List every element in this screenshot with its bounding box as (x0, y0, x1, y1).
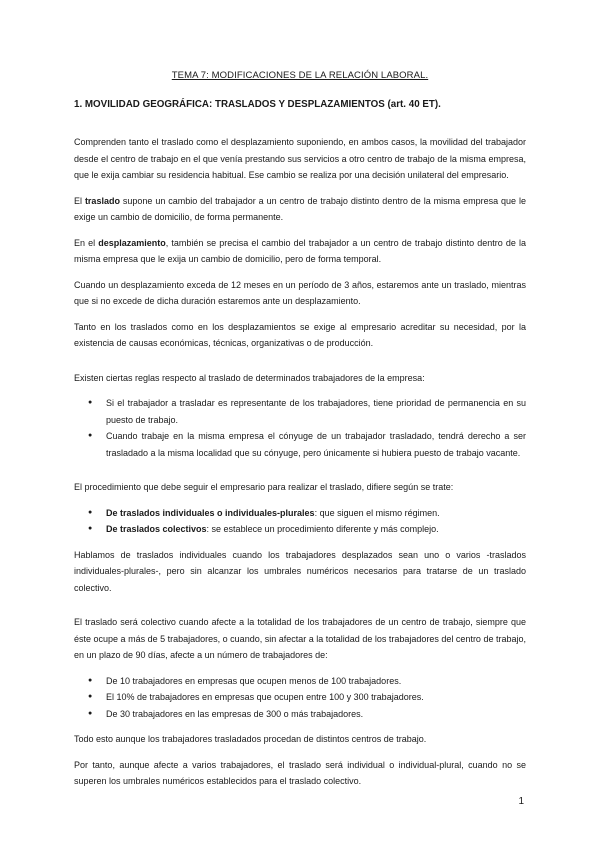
paragraph-procedure-intro: El procedimiento que debe seguir el empresario para realizar el traslado, difiere según se trate: (74, 482, 454, 492)
list-item-text: : se establece un procedimiento diferente y más complejo. (206, 524, 439, 534)
list-item-text: : que siguen el mismo régimen. (314, 507, 440, 518)
text-segment: supone un cambio del trabajador a un centro de trabajo distinto dentro de la misma empresa que le exige un cambio de domicilio, de forma permanente. (74, 195, 526, 222)
paragraph-traslado (74, 193, 526, 226)
paragraph-rules-intro: Existen ciertas reglas respecto al traslado de determinados trabajadores de la empresa: (74, 372, 425, 383)
rules-list (74, 395, 526, 461)
paragraph-different-centers: Todo esto aunque los trabajadores trasladados procedan de distintos centros de trabajo. (74, 734, 427, 744)
paragraph-desplazamiento (74, 235, 526, 268)
section-heading: 1. MOVILIDAD GEOGRÁFICA: TRASLADOS Y DESPLAZAMIENTOS (art. 40 ET). (74, 99, 441, 110)
list-item (74, 505, 526, 522)
paragraph-conclusion: Por tanto, aunque afecte a varios trabajadores, el traslado será individual o individual-plural, cuando no se superen los umbrales numéricos establecidos para el traslado colectivo. (74, 759, 526, 786)
page-number: 1 (518, 796, 524, 807)
list-item: ● Si el trabajador a trasladar es representante de los trabajadores, tiene prioridad de permanencia en su puesto de trabajo. (74, 395, 526, 428)
procedure-list (74, 505, 526, 538)
text-segment: , también se precisa el cambio del trabajador a un centro de trabajo distinto dentro de la misma empresa que le exija un cambio de domicilio, pero de forma temporal. (74, 237, 526, 264)
document-title: TEMA 7: MODIFICACIONES DE LA RELACIÓN LABORAL. (171, 70, 429, 81)
paragraph-necessity: Tanto en los traslados como en los desplazamientos se exige al empresario acreditar su necesidad, por la existencia de causas económicas, técnicas, organizativas o de producción. (74, 321, 526, 348)
text-segment: En el (74, 237, 99, 248)
list-item: ● El 10% de trabajadores en empresas que ocupen entre 100 y 300 trabajadores. (74, 689, 526, 706)
paragraph-intro: Comprenden tanto el traslado como el desplazamiento suponiendo, en ambos casos, la movilidad del trabajador desde el centro de trabajo en el que venía prestando sus servicios a otro centro de trabajo de la misma empresa, que le exija cambiar su residencia habitual. Ese cambio se realiza por una decisión unilateral del empresario. (74, 137, 526, 180)
list-item-term: De traslados colectivos (106, 524, 207, 534)
thresholds-list (74, 673, 526, 723)
paragraph-duration: Cuando un desplazamiento exceda de 12 meses en un período de 3 años, estaremos ante un traslado, mientras que si no excede de dicha duración estaremos ante un desplazamiento. (74, 279, 526, 306)
list-item (74, 521, 526, 538)
list-item: ● De 30 trabajadores en las empresas de 300 o más trabajadores. (74, 706, 526, 723)
paragraph-individual: Hablamos de traslados individuales cuando los trabajadores desplazados sean uno o varios -traslados individuales-plurales-, pero sin alcanzar los umbrales numéricos necesarios para tratarse de un traslado colectivo. (74, 549, 526, 593)
list-item: ● Cuando trabaje en la misma empresa el cónyuge de un trabajador trasladado, tendrá derecho a ser trasladado a la misma localidad que su cónyuge, pero únicamente si hubiera puesto de trabajo vacante. (74, 428, 526, 461)
list-item-term: De traslados individuales o individuales-plurales (106, 507, 315, 518)
list-item: ● De 10 trabajadores en empresas que ocupen menos de 100 trabajadores. (74, 673, 526, 690)
text-segment: El (74, 195, 85, 206)
term-traslado: traslado (84, 195, 120, 206)
term-desplazamiento: desplazamiento (98, 237, 166, 248)
paragraph-collective: El traslado será colectivo cuando afecte a la totalidad de los trabajadores de un centro de trabajo, siempre que éste ocupe a más de 5 trabajadores, o cuando, sin afectar a la totalidad de los trabajadores del centro de trabajo, en un plazo de 90 días, afecte a un número de trabajadores de: (74, 617, 526, 660)
